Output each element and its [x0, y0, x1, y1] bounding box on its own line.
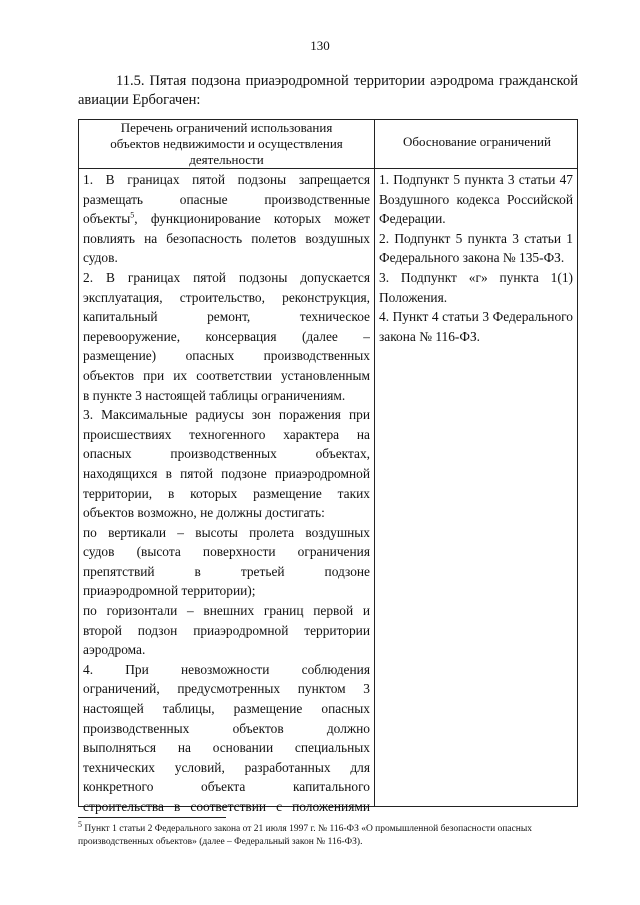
restriction-line: в пункте 3 настоящей таблицы ограничениям. [83, 387, 346, 403]
restriction-line: настоящей таблицы, размещение опасных [83, 701, 370, 717]
restriction-line: эксплуатация, строительство, реконструкция, [83, 289, 370, 305]
footnote-separator [78, 817, 226, 818]
footnote-text: Пункт 1 статьи 2 Федерального закона от 21 июля 1997 г. № 116-ФЗ «О промышленной безопасности опасных [82, 824, 533, 834]
restriction-line: повлиять на безопасность полетов воздушных [83, 230, 370, 246]
restriction-line: территории, в которых размещение таких [83, 485, 370, 501]
restriction-line [83, 209, 370, 229]
justification-line: 2. Подпункт 5 пункта 3 статьи 1 [379, 230, 573, 246]
restriction-line: аэродрома. [83, 642, 146, 658]
restriction-line: капитальный ремонт, техническое [83, 309, 370, 325]
heading-line-1: 11.5. Пятая подзона приаэродромной территории аэродрома гражданской [116, 73, 578, 89]
restriction-line: производственных объектов должно [83, 720, 370, 736]
restriction-line: по вертикали – высоты пролета воздушных [83, 524, 370, 540]
restriction-line: 2. В границах пятой подзоны допускается [83, 269, 370, 285]
justification-line: Федерального закона № 135-ФЗ. [379, 250, 565, 266]
footnote-line-2: производственных объектов» (далее – Федеральный закон № 116-ФЗ). [78, 837, 363, 847]
restriction-line: строительства в соответствии с положениями [83, 799, 370, 814]
footnote-mark: 5 [78, 819, 82, 829]
restriction-line: объектов возможно, не должны достигать: [83, 505, 325, 521]
justification-cell [379, 170, 573, 346]
header-left-line-2: объектов недвижимости и осуществления [110, 136, 343, 151]
restriction-line: по горизонтали – внешних границ первой и [83, 603, 370, 619]
restriction-line: перевооружение, консервация (далее – [83, 328, 370, 344]
restriction-line: технических условий, разработанных для [83, 759, 370, 775]
restriction-line: объектов при их соответствии установленным [83, 367, 370, 383]
restriction-line: происшествиях техногенного характера на [83, 426, 370, 442]
restrictions-table [78, 119, 578, 814]
footnote-line-1 [78, 819, 578, 836]
header-restrictions [85, 120, 368, 168]
restriction-line: находящихся в пятой подзоне приаэродромной [83, 465, 370, 481]
page-number: 130 [310, 38, 330, 53]
footnote-ref: 5 [130, 210, 135, 220]
header-left-line-1: Перечень ограничений использования [120, 120, 333, 135]
heading-line-2: авиации Ербогачен: [78, 92, 201, 108]
restriction-line: препятствий в третьей подзоне [83, 563, 370, 579]
justification-line: Воздушного кодекса Российской [379, 191, 573, 207]
restriction-text: , функционирование которых может [134, 211, 370, 227]
restriction-line: опасных производственных объектах, [83, 446, 370, 462]
restriction-line: 4. При невозможности соблюдения [83, 661, 370, 677]
restriction-line: размещение) опасных производственных [83, 348, 370, 364]
justification-line: Положения. [379, 289, 448, 305]
restriction-line: конкретного объекта капитального [83, 779, 370, 795]
header-left-line-3: деятельности [189, 152, 264, 167]
column-divider [374, 120, 375, 806]
justification-line: 1. Подпункт 5 пункта 3 статьи 47 [379, 172, 573, 187]
restrictions-cell [83, 170, 370, 817]
restriction-line: выполняться на основании специальных [83, 740, 370, 756]
justification-line: Федерации. [379, 211, 446, 227]
restriction-line: ограничений, предусмотренных пунктом 3 [83, 681, 370, 697]
restriction-line: судов (высота поверхности ограничения [83, 544, 370, 560]
section-heading [78, 72, 578, 110]
justification-line: 4. Пункт 4 статьи 3 Федерального [379, 309, 573, 325]
footnote [78, 819, 578, 849]
restriction-line: судов. [83, 250, 118, 266]
justification-line: 3. Подпункт «г» пункта 1(1) [379, 269, 573, 285]
justification-line: закона № 116-ФЗ. [379, 328, 481, 344]
header-divider [79, 168, 577, 169]
restriction-line: приаэродромной территории); [83, 583, 256, 599]
restriction-line: 3. Максимальные радиусы зон поражения при [83, 407, 370, 423]
restriction-line: второй подзон приаэродромной территории [83, 622, 370, 638]
restriction-line: размещать опасные производственные [83, 191, 370, 207]
header-justification: Обоснование ограничений [403, 134, 551, 149]
restriction-text: объекты [83, 211, 131, 227]
restriction-line: 1. В границах пятой подзоны запрещается [83, 172, 370, 187]
